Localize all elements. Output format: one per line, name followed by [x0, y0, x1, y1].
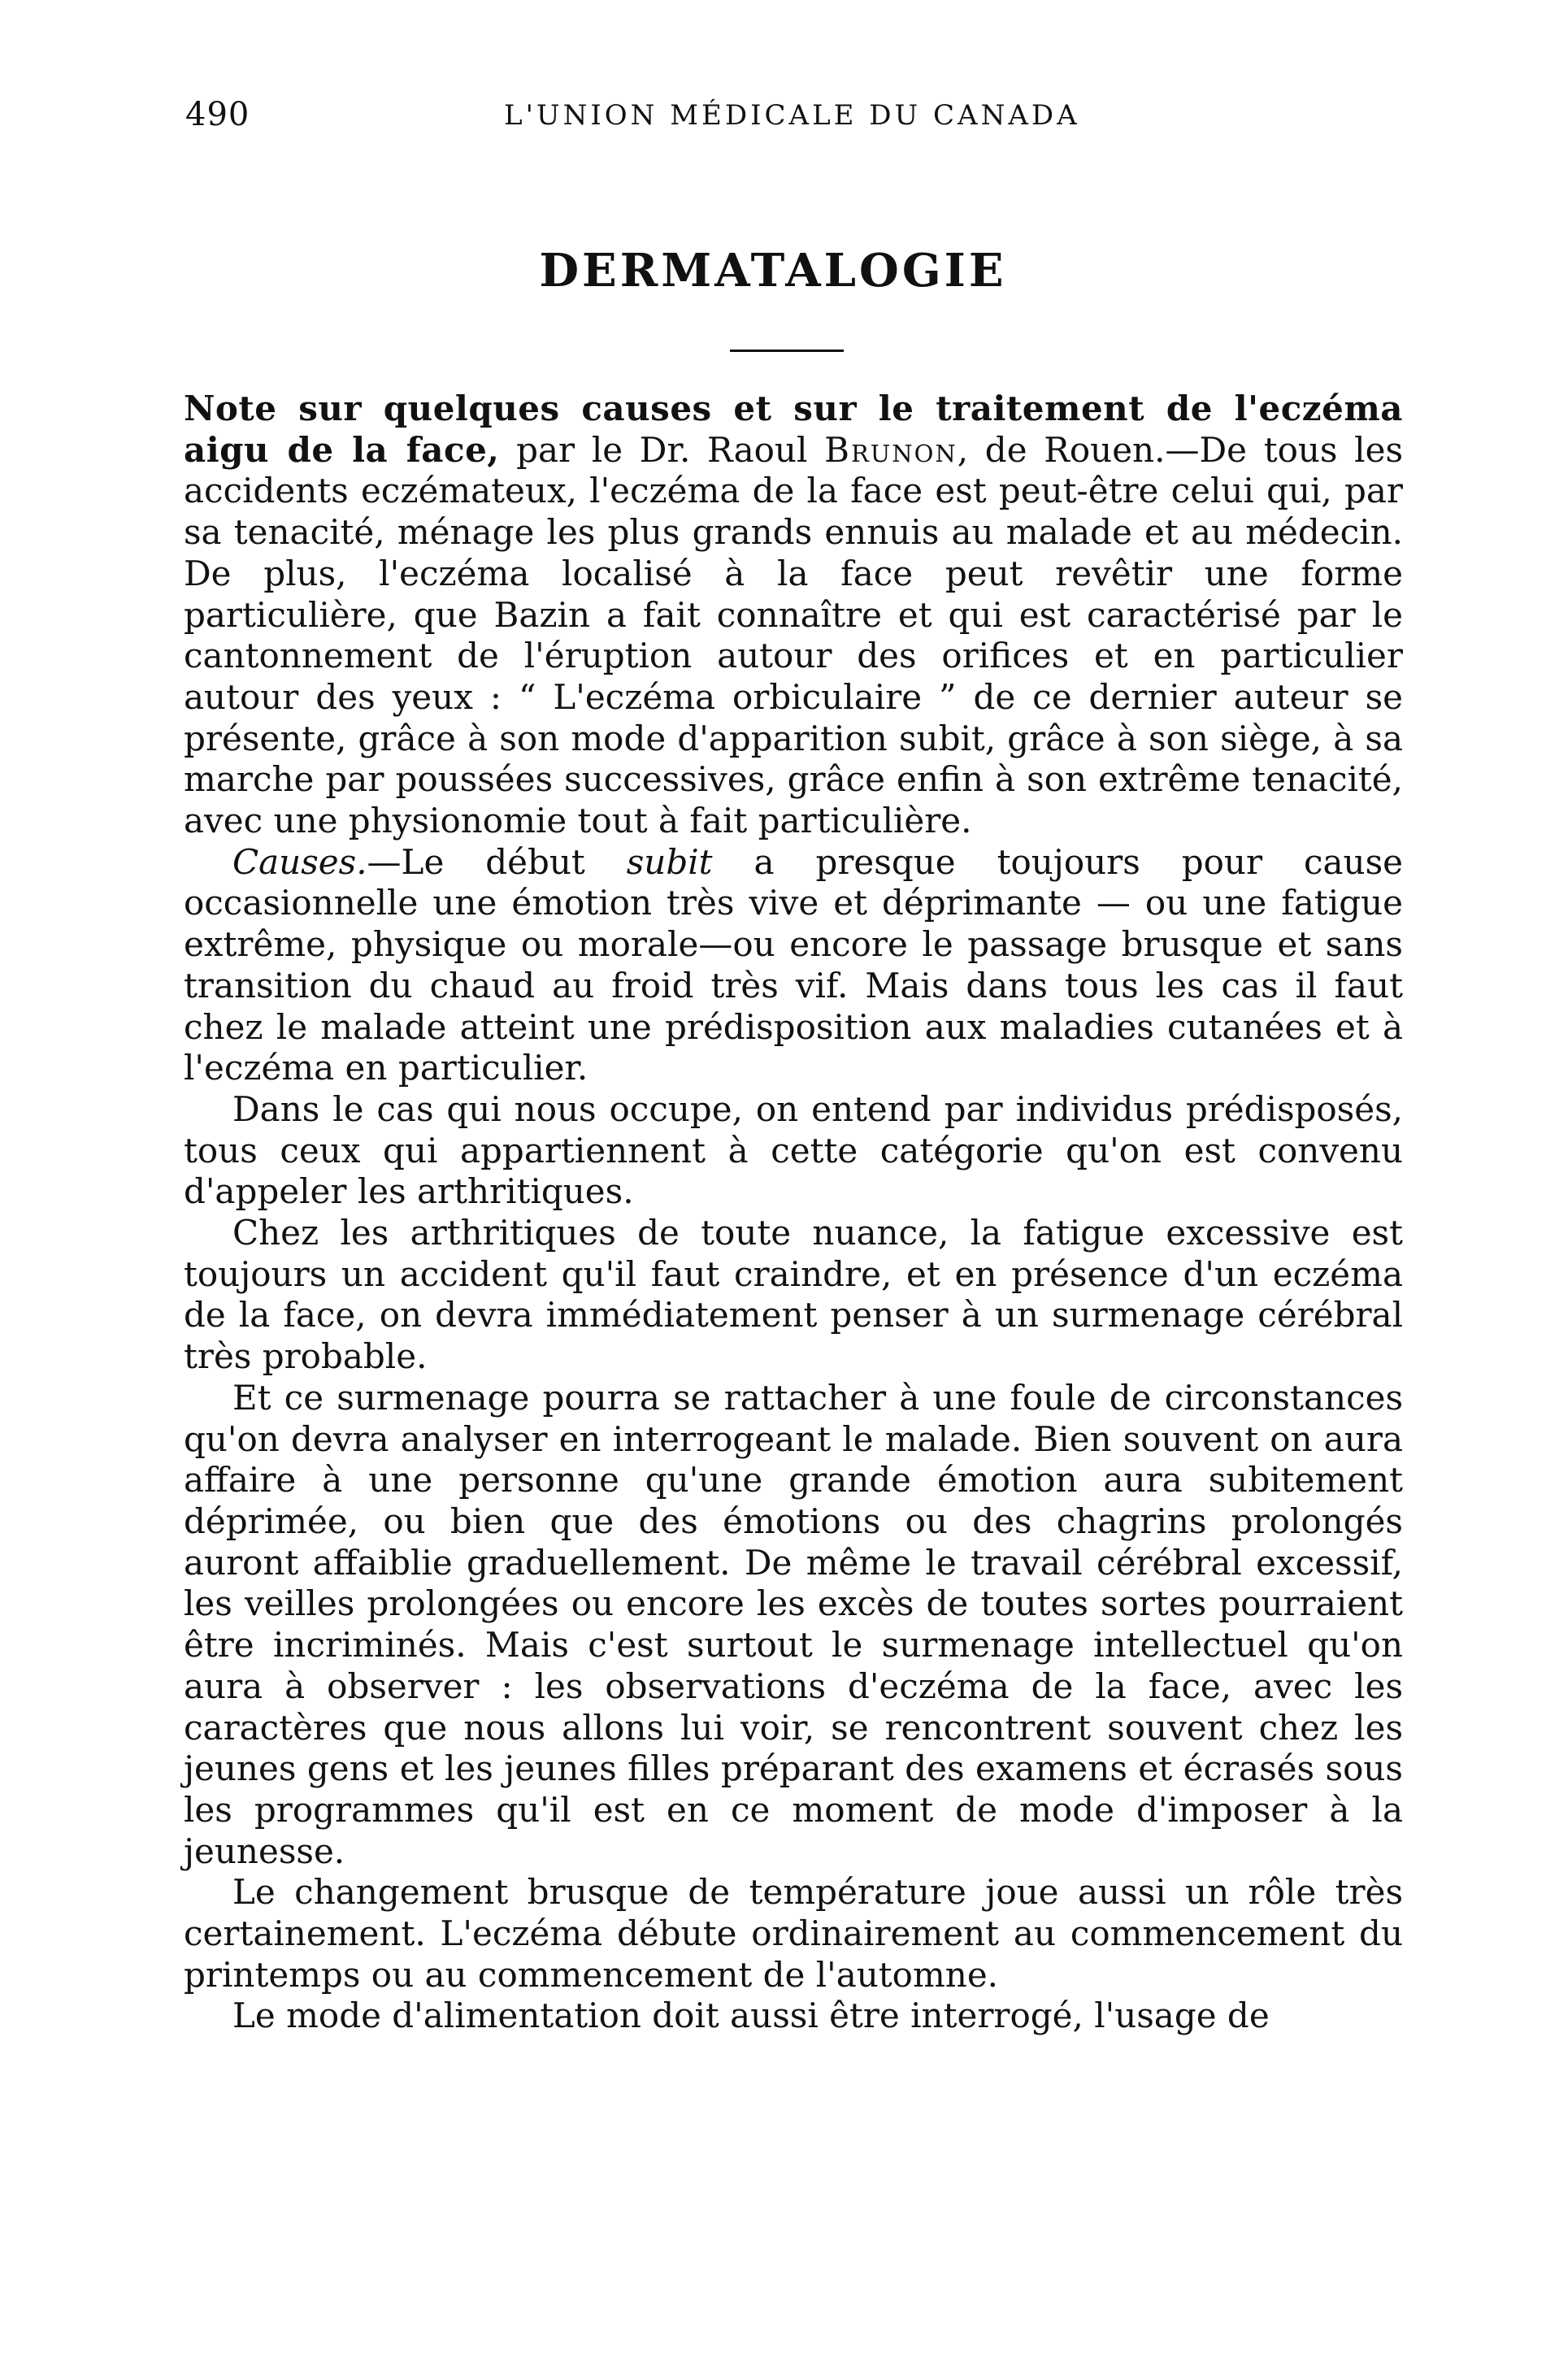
- causes-paragraph: [184, 842, 1403, 1089]
- causes-text-2: a presque toujours pour cause occasionnelle une émotion très vive et déprimante — ou une fatigue extrême, physique ou morale—ou encore le passage brusque et sans transition du chaud au froid très vif. Mais dans tous les cas il faut chez le malade atteint une prédisposition aux maladies cutanées et à l'eczéma en particulier.: [184, 841, 1403, 1088]
- intro-text: —De tous les accidents eczémateux, l'eczéma de la face est peut-être celui qui, par sa tenacité, ménage les plus grands ennuis au malade et au médecin. De plus, l'eczéma localisé à la face peut revêtir une forme particulière, que Bazin a fait connaître et qui est caractérisé par le cantonnement de l'éruption autour des orifices et en particulier autour des yeux : “ L'eczéma orbiculaire ” de ce dernier auteur se présente, grâce à son mode d'apparition subit, grâce à son siège, à sa marche par poussées successives, grâce enfin à son extrême tenacité, avec une physionomie tout à fait particulière.: [184, 429, 1403, 841]
- paragraph-predisposition: Dans le cas qui nous occupe, on entend par individus prédisposés, tous ceux qui appartiennent à cette catégorie qu'on est convenu d'appeler les arthritiques.: [184, 1088, 1403, 1212]
- byline-prefix: par le Dr. Raoul: [499, 429, 825, 470]
- running-head: L'UNION MÉDICALE DU CANADA: [504, 99, 1080, 132]
- paragraph-alimentation: Le mode d'alimentation doit aussi être interrogé, l'usage de: [232, 1996, 1270, 2036]
- intro-paragraph: [184, 389, 1403, 842]
- page-number: 490: [185, 96, 250, 133]
- paragraph-surmenage: Et ce surmenage pourra se rattacher à une foule de circonstances qu'on devra analyser en interrogeant le malade. Bien souvent on aura affaire à une personne qu'une grande émotion aura subitement déprimée, ou bien que des émotions ou des chagrins prolongés auront affaiblie graduellement. De même le travail cérébral excessif, les veilles prolongées ou encore les excès de toutes sortes pourraient être incriminés. Mais c'est surtout le surmenage intellectuel qu'on aura à observer : les observations d'eczéma de la face, avec les caractères que nous allons lui voir, se rencontrent souvent chez les jeunes gens et les jeunes filles préparant des examens et écrasés sous les programmes qu'il est en ce moment de mode d'imposer à la jeunesse.: [184, 1377, 1403, 1871]
- causes-emphasis: subit: [626, 841, 713, 882]
- section-title: DERMATALOGIE: [539, 244, 1007, 298]
- causes-heading: Causes.: [232, 841, 367, 882]
- article-body: [184, 389, 1403, 2037]
- author-surname: Brunon: [824, 429, 958, 470]
- byline-suffix: , de Rouen.: [957, 429, 1166, 470]
- causes-text-1: —Le début: [367, 841, 627, 882]
- article-title: Note sur quelques causes et sur le traitement de l'eczéma aigu de la face,: [184, 389, 1403, 470]
- paragraph-temperature: Le changement brusque de température joue aussi un rôle très certainement. L'eczéma débute ordinairement au commencement du printemps ou au commencement de l'automne.: [184, 1872, 1403, 1995]
- title-rule: [730, 350, 844, 352]
- paragraph-arthritiques: Chez les arthritiques de toute nuance, la fatigue excessive est toujours un accident qu'il faut craindre, et en présence d'un eczéma de la face, on devra immédiatement penser à un surmenage cérébral très probable.: [184, 1213, 1403, 1377]
